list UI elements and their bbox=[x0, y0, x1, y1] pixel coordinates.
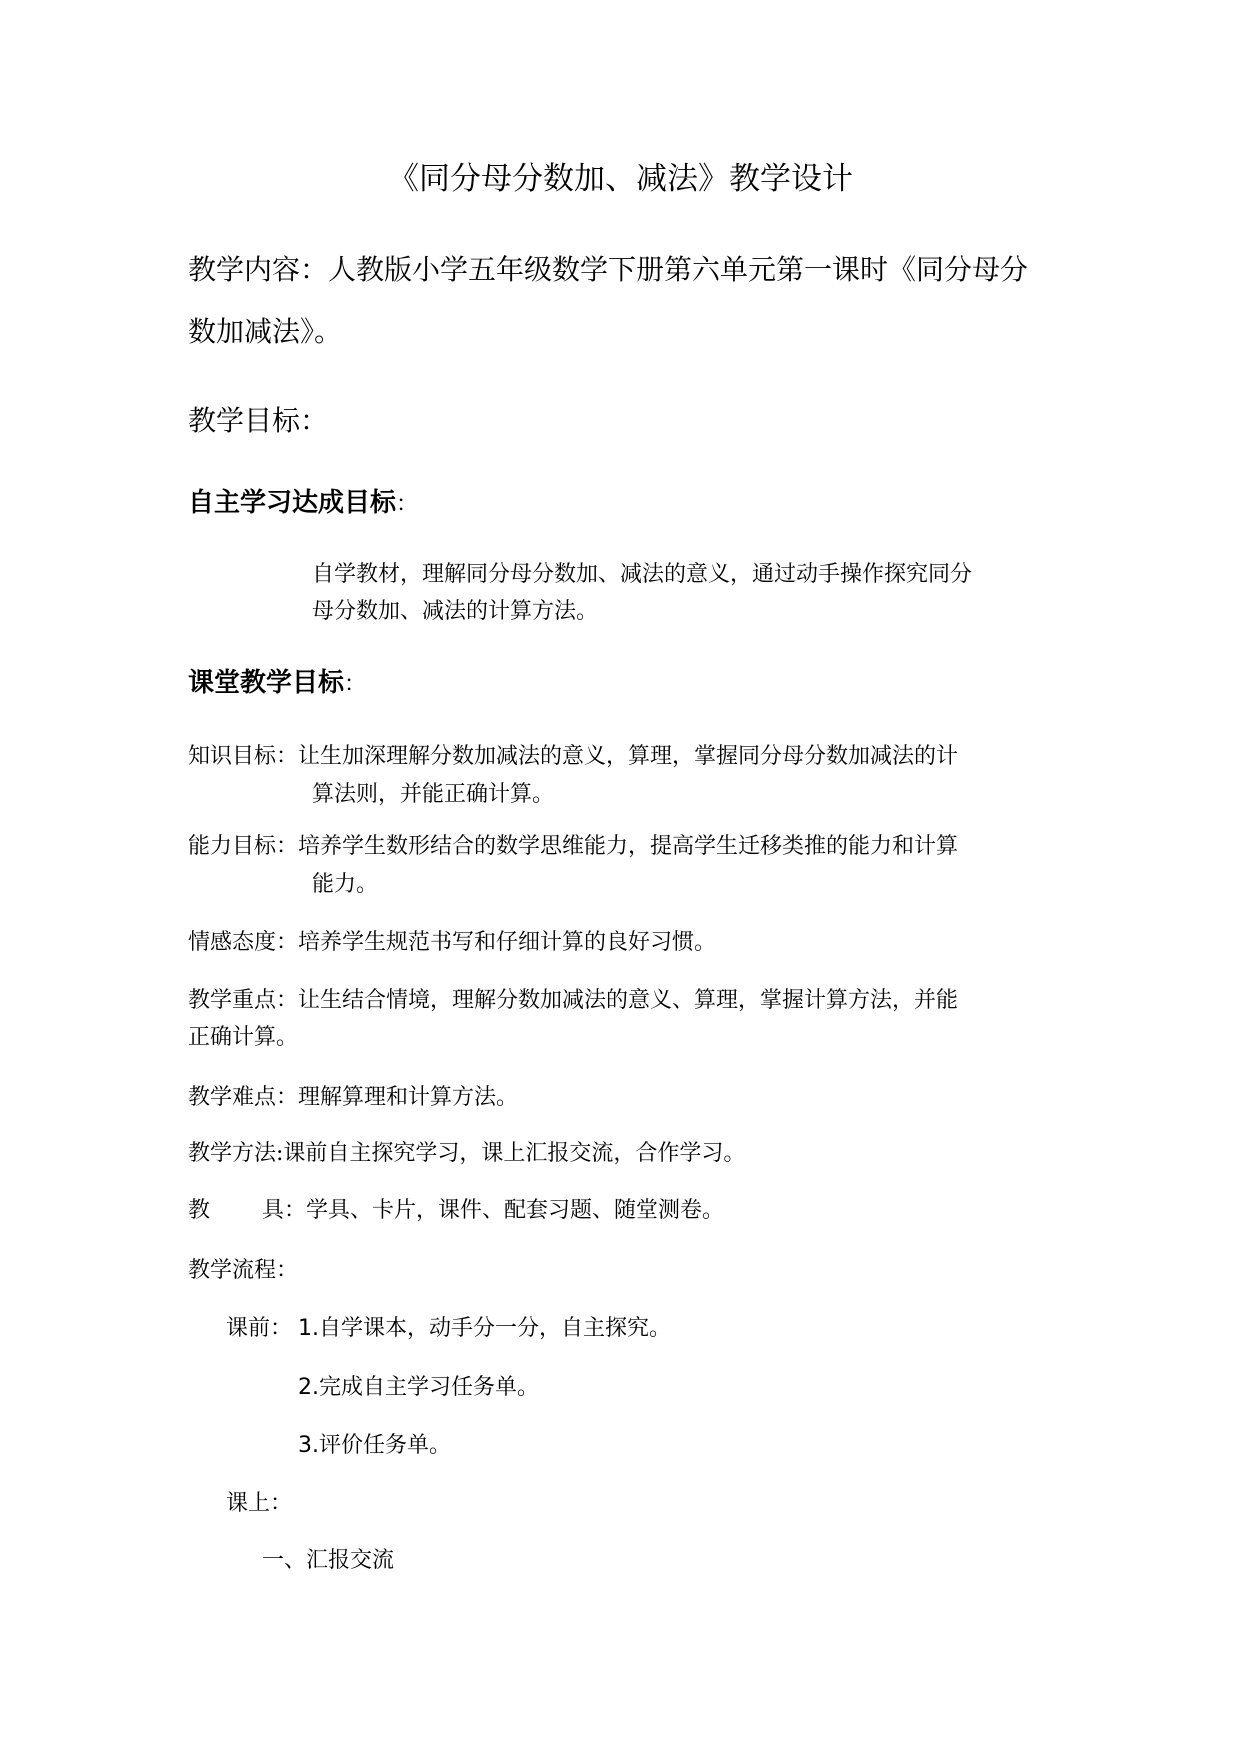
classroom-heading-colon: ： bbox=[344, 672, 367, 697]
classroom-heading-text: 课堂教学目标 bbox=[188, 668, 345, 698]
before-class-label: 课前： bbox=[226, 1316, 293, 1341]
before-step-3 bbox=[298, 1435, 451, 1457]
objectives-heading: 教学目标： bbox=[188, 404, 329, 437]
self-study-line-2: 母分数加、减法的计算方法。 bbox=[312, 599, 599, 624]
ability-goal-line-1: 能力目标：培养学生数形结合的数学思维能力，提高学生迁移类推的能力和计算 bbox=[188, 834, 959, 859]
process-heading: 教学流程： bbox=[188, 1258, 299, 1283]
knowledge-goal-line-2: 算法则，并能正确计算。 bbox=[312, 782, 555, 807]
teaching-content-line-2: 数加减法》。 bbox=[188, 315, 343, 348]
step-3-number: 3. bbox=[298, 1433, 319, 1458]
in-class-label: 课上： bbox=[226, 1491, 293, 1516]
self-study-line-1: 自学教材，理解同分母分数加、减法的意义，通过动手操作探究同分 bbox=[312, 562, 973, 587]
self-study-heading bbox=[188, 490, 418, 516]
document-title: 《同分母分数加、减法》教学设计 bbox=[388, 161, 853, 197]
step-1-text: 自学课本，动手分一分，自主探究。 bbox=[319, 1316, 672, 1341]
classroom-objectives-heading bbox=[188, 670, 366, 696]
teaching-content-line-1: 教学内容：人教版小学五年级数学下册第六单元第一课时《同分母分 bbox=[188, 253, 1029, 286]
step-2-text: 完成自主学习任务单。 bbox=[319, 1375, 540, 1400]
key-point-line-1: 教学重点：让生结合情境，理解分数加减法的意义、算理，掌握计算方法，并能 bbox=[188, 988, 959, 1013]
ability-goal-line-2: 能力。 bbox=[312, 872, 379, 897]
step-1-number: 1. bbox=[298, 1316, 319, 1341]
before-step-2 bbox=[298, 1377, 539, 1399]
before-step-1 bbox=[298, 1318, 671, 1340]
teaching-method: 教学方法:课前自主探究学习，课上汇报交流，合作学习。 bbox=[188, 1141, 746, 1166]
self-study-heading-text: 自主学习达成目标 bbox=[188, 488, 397, 518]
section-report-exchange: 一、汇报交流 bbox=[262, 1548, 395, 1573]
self-study-heading-colon: ： bbox=[396, 492, 419, 517]
step-3-text: 评价任务单。 bbox=[319, 1433, 452, 1458]
step-2-number: 2. bbox=[298, 1375, 319, 1400]
key-point-line-2: 正确计算。 bbox=[188, 1025, 299, 1050]
emotion-goal: 情感态度：培养学生规范书写和仔细计算的良好习惯。 bbox=[188, 930, 717, 955]
teaching-tools-label: 教 bbox=[188, 1198, 211, 1223]
difficulty-point: 教学难点：理解算理和计算方法。 bbox=[188, 1085, 519, 1110]
teaching-tools: 具：学具、卡片，课件、配套习题、随堂测卷。 bbox=[262, 1198, 725, 1223]
knowledge-goal-line-1: 知识目标：让生加深理解分数加减法的意义，算理，掌握同分母分数加减法的计 bbox=[188, 744, 959, 769]
